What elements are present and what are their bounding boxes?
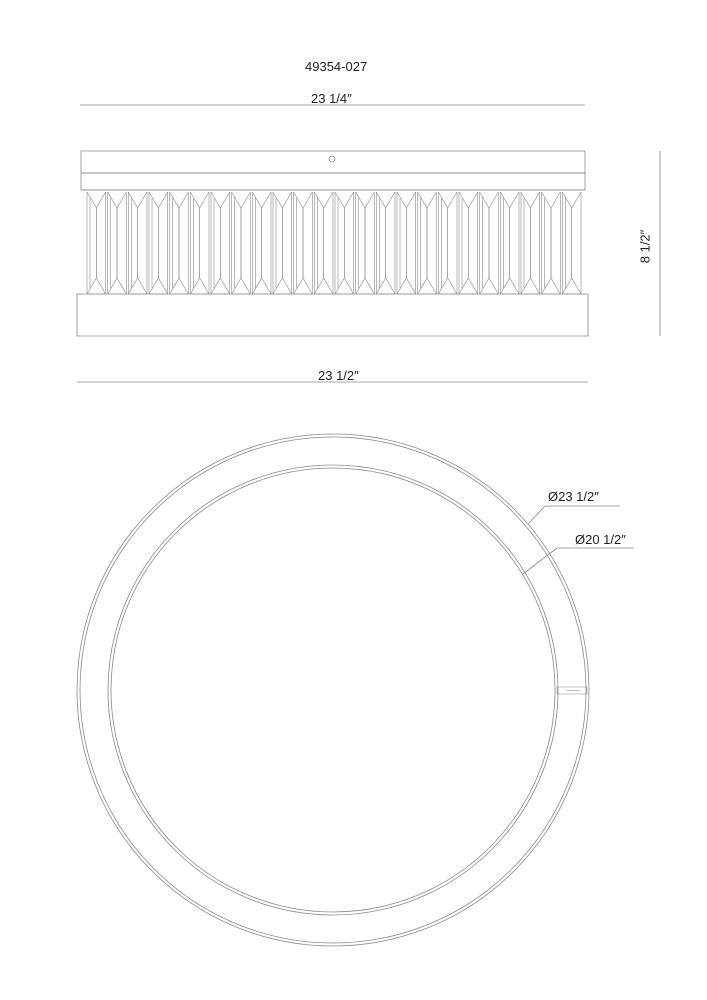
bottom-width-label: 23 1/2″ (318, 368, 359, 383)
crystal-prism (190, 192, 209, 294)
canopy-lower-band (81, 173, 585, 190)
crystal-prism (232, 192, 251, 294)
inner-ring-outline (108, 465, 558, 915)
crystal-prism (314, 192, 333, 294)
crystal-prism (335, 192, 354, 294)
crystal-prism (438, 192, 457, 294)
crystal-prism (521, 192, 540, 294)
crystal-prism (376, 192, 395, 294)
height-label: 8 1/2″ (637, 229, 653, 264)
crystal-prism (87, 192, 106, 294)
inner-ring-outline-inner (111, 468, 555, 912)
model-number: 49354-027 (305, 59, 368, 74)
crystal-prism (356, 192, 375, 294)
crystal-prism (500, 192, 519, 294)
crystal-prism-row (87, 192, 581, 294)
crystal-prism (170, 192, 189, 294)
plan-view (77, 434, 634, 946)
crystal-prism (397, 192, 416, 294)
crystal-prism (562, 192, 581, 294)
crystal-prism (211, 192, 230, 294)
crystal-prism (294, 192, 313, 294)
inner-diameter-leader (523, 548, 557, 574)
crystal-prism (128, 192, 147, 294)
outer-ring-outline (77, 434, 589, 946)
crystal-prism (418, 192, 437, 294)
crystal-prism (542, 192, 561, 294)
outer-ring-outline-inner (80, 437, 586, 943)
outer-diameter-leader (528, 506, 545, 524)
crystal-prism (108, 192, 127, 294)
inner-diameter-label: Ø20 1/2″ (575, 532, 626, 547)
crystal-prism (149, 192, 168, 294)
side-elevation-view (77, 105, 660, 382)
crystal-prism (273, 192, 292, 294)
top-width-label: 23 1/4″ (311, 91, 352, 106)
mounting-screw (329, 156, 335, 162)
crystal-prism (252, 192, 271, 294)
crystal-prism (459, 192, 478, 294)
base-band (77, 294, 588, 336)
crystal-prism (480, 192, 499, 294)
outer-diameter-label: Ø23 1/2″ (548, 489, 599, 504)
